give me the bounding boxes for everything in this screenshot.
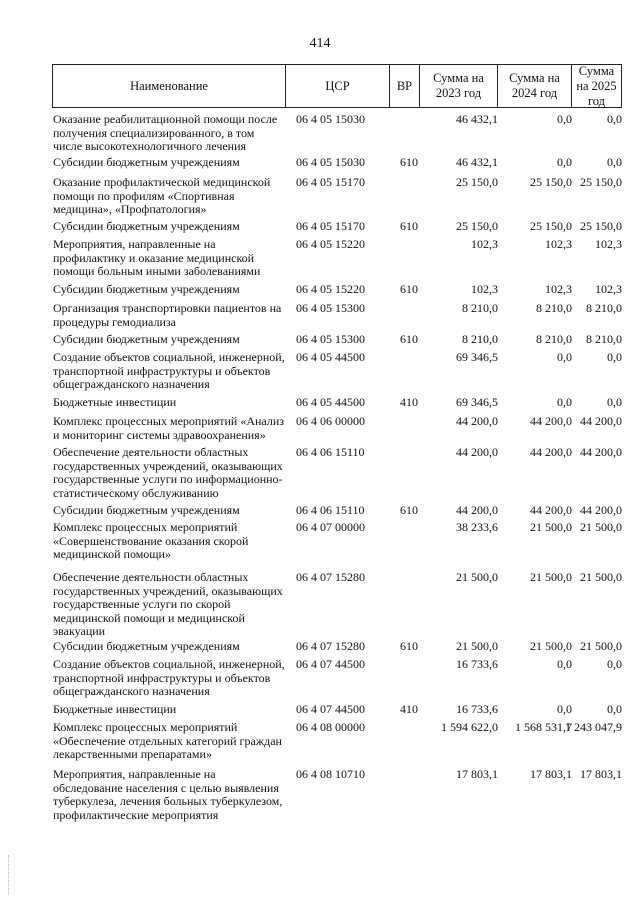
cell-s2023: 16 733,6 — [456, 657, 498, 671]
cell-s2025: 21 500,0 — [580, 520, 622, 534]
cell-s2025: 25 150,0 — [580, 175, 622, 189]
table-header — [52, 64, 622, 108]
cell-s2025: 1 243 047,9 — [565, 720, 622, 734]
cell-s2024: 0,0 — [557, 350, 572, 364]
header-sum-2024: Сумма на 2024 год — [498, 65, 572, 107]
cell-s2023: 16 733,6 — [456, 702, 498, 716]
cell-csr: 06 4 05 15300 — [296, 332, 365, 346]
cell-name: Субсидии бюджетным учреждениям — [53, 503, 240, 517]
header-name: Наименование — [53, 65, 286, 107]
cell-name: Оказание реабилитационной помощи после получения специализированного, в том числе высокотехнологичного лечения — [53, 112, 278, 153]
cell-s2024: 102,3 — [545, 237, 572, 251]
margin-mark — [8, 855, 10, 895]
cell-s2023: 44 200,0 — [456, 445, 498, 459]
cell-csr: 06 4 05 15220 — [296, 237, 365, 251]
cell-csr: 06 4 06 00000 — [296, 414, 365, 428]
cell-csr: 06 4 08 00000 — [296, 720, 365, 734]
cell-s2024: 0,0 — [557, 155, 572, 169]
cell-name: Субсидии бюджетным учреждениям — [53, 282, 240, 296]
cell-name: Субсидии бюджетным учреждениям — [53, 155, 240, 169]
cell-s2023: 8 210,0 — [462, 332, 498, 346]
cell-s2023: 21 500,0 — [456, 639, 498, 653]
cell-s2024: 0,0 — [557, 657, 572, 671]
cell-name: Бюджетные инвестиции — [53, 702, 177, 716]
cell-s2025: 0,0 — [607, 702, 622, 716]
cell-s2025: 102,3 — [595, 282, 622, 296]
cell-name: Обеспечение деятельности областных государственных учреждений, оказывающих государственные услуги по информационно-статистическому обслуживанию — [53, 445, 283, 500]
header-sum-2023: Сумма на 2023 год — [420, 65, 498, 107]
cell-csr: 06 4 05 15220 — [296, 282, 365, 296]
cell-s2024: 8 210,0 — [536, 301, 572, 315]
cell-s2024: 17 803,1 — [530, 767, 572, 781]
cell-csr: 06 4 07 15280 — [296, 570, 365, 584]
cell-s2024: 21 500,0 — [530, 639, 572, 653]
cell-s2024: 44 200,0 — [530, 414, 572, 428]
cell-csr: 06 4 07 44500 — [296, 702, 365, 716]
cell-s2025: 8 210,0 — [586, 301, 622, 315]
cell-csr: 06 4 05 15030 — [296, 112, 365, 126]
cell-s2025: 44 200,0 — [580, 503, 622, 517]
cell-s2024: 0,0 — [557, 395, 572, 409]
cell-s2023: 25 150,0 — [456, 175, 498, 189]
cell-s2023: 25 150,0 — [456, 219, 498, 233]
cell-csr: 06 4 07 15280 — [296, 639, 365, 653]
cell-s2023: 17 803,1 — [456, 767, 498, 781]
cell-s2025: 0,0 — [607, 395, 622, 409]
cell-name: Комплекс процессных мероприятий «Совершенствование оказания скорой медицинской помощи» — [53, 520, 249, 561]
cell-csr: 06 4 06 15110 — [296, 445, 365, 459]
cell-s2023: 102,3 — [471, 282, 498, 296]
header-vr: ВР — [390, 65, 420, 107]
cell-s2025: 21 500,0 — [580, 639, 622, 653]
cell-name: Бюджетные инвестиции — [53, 395, 177, 409]
page-number: 414 — [309, 36, 331, 51]
cell-csr: 06 4 05 15030 — [296, 155, 365, 169]
header-sum-2025: Сумма на 2025 год — [576, 63, 617, 108]
cell-s2024: 44 200,0 — [530, 503, 572, 517]
cell-csr: 06 4 05 15300 — [296, 301, 365, 315]
cell-name: Организация транспортировки пациентов на процедуры гемодиализа — [53, 301, 282, 329]
cell-name: Комплекс процессных мероприятий «Анализ и мониторинг системы здравоохранения» — [53, 414, 285, 442]
cell-s2025: 0,0 — [607, 155, 622, 169]
cell-s2024: 1 568 531,7 — [515, 720, 572, 734]
cell-s2023: 44 200,0 — [456, 503, 498, 517]
cell-name: Комплекс процессных мероприятий «Обеспечение отдельных категорий граждан лекарственными препаратами» — [53, 720, 282, 761]
cell-s2024: 102,3 — [545, 282, 572, 296]
cell-name: Субсидии бюджетным учреждениям — [53, 639, 240, 653]
cell-csr: 06 4 05 15170 — [296, 219, 365, 233]
cell-s2023: 1 594 622,0 — [441, 720, 498, 734]
cell-s2023: 38 233,6 — [456, 520, 498, 534]
cell-s2023: 46 432,1 — [456, 155, 498, 169]
cell-name: Создание объектов социальной, инженерной, транспортной инфраструктуры и объектов общегражданского назначения — [53, 657, 285, 698]
cell-vr: 610 — [400, 639, 418, 653]
cell-s2023: 69 346,5 — [456, 350, 498, 364]
cell-csr: 06 4 06 15110 — [296, 503, 365, 517]
cell-vr: 610 — [400, 219, 418, 233]
cell-s2023: 44 200,0 — [456, 414, 498, 428]
cell-name: Создание объектов социальной, инженерной, транспортной инфраструктуры и объектов общегражданского назначения — [53, 350, 285, 391]
cell-csr: 06 4 05 44500 — [296, 350, 365, 364]
cell-name: Оказание профилактической медицинской помощи по профилям «Спортивная медицина», «Профпатология» — [53, 175, 271, 216]
cell-name: Мероприятия, направленные на профилактику и оказание медицинской помощи больным иными заболеваниями — [53, 237, 261, 278]
cell-csr: 06 4 05 15170 — [296, 175, 365, 189]
cell-s2023: 8 210,0 — [462, 301, 498, 315]
cell-s2025: 25 150,0 — [580, 219, 622, 233]
cell-s2025: 8 210,0 — [586, 332, 622, 346]
cell-s2025: 21 500,0 — [580, 570, 622, 584]
cell-csr: 06 4 05 44500 — [296, 395, 365, 409]
cell-s2024: 8 210,0 — [536, 332, 572, 346]
cell-s2025: 44 200,0 — [580, 414, 622, 428]
cell-name: Мероприятия, направленные на обследование населения с целью выявления туберкулеза, лечения больных туберкулезом, профилактические мероприятия — [53, 767, 283, 822]
cell-s2023: 102,3 — [471, 237, 498, 251]
cell-s2023: 69 346,5 — [456, 395, 498, 409]
cell-s2024: 44 200,0 — [530, 445, 572, 459]
cell-s2024: 21 500,0 — [530, 520, 572, 534]
cell-vr: 610 — [400, 282, 418, 296]
header-csr: ЦСР — [286, 65, 390, 107]
cell-s2025: 0,0 — [607, 112, 622, 126]
cell-name: Субсидии бюджетным учреждениям — [53, 219, 240, 233]
cell-name: Субсидии бюджетным учреждениям — [53, 332, 240, 346]
cell-vr: 610 — [400, 332, 418, 346]
cell-s2025: 44 200,0 — [580, 445, 622, 459]
cell-s2025: 17 803,1 — [580, 767, 622, 781]
cell-s2023: 46 432,1 — [456, 112, 498, 126]
cell-s2025: 0,0 — [607, 657, 622, 671]
cell-s2023: 21 500,0 — [456, 570, 498, 584]
cell-s2024: 0,0 — [557, 112, 572, 126]
cell-s2025: 0,0 — [607, 350, 622, 364]
cell-vr: 610 — [400, 503, 418, 517]
cell-s2024: 21 500,0 — [530, 570, 572, 584]
cell-s2024: 25 150,0 — [530, 175, 572, 189]
cell-csr: 06 4 07 00000 — [296, 520, 365, 534]
cell-s2024: 0,0 — [557, 702, 572, 716]
cell-vr: 610 — [400, 155, 418, 169]
cell-csr: 06 4 08 10710 — [296, 767, 365, 781]
cell-name: Обеспечение деятельности областных государственных учреждений, оказывающих государственные услуги по скорой медицинской помощи и медицинской эвакуации — [53, 570, 283, 638]
cell-vr: 410 — [400, 702, 418, 716]
cell-vr: 410 — [400, 395, 418, 409]
cell-csr: 06 4 07 44500 — [296, 657, 365, 671]
cell-s2024: 25 150,0 — [530, 219, 572, 233]
cell-s2025: 102,3 — [595, 237, 622, 251]
